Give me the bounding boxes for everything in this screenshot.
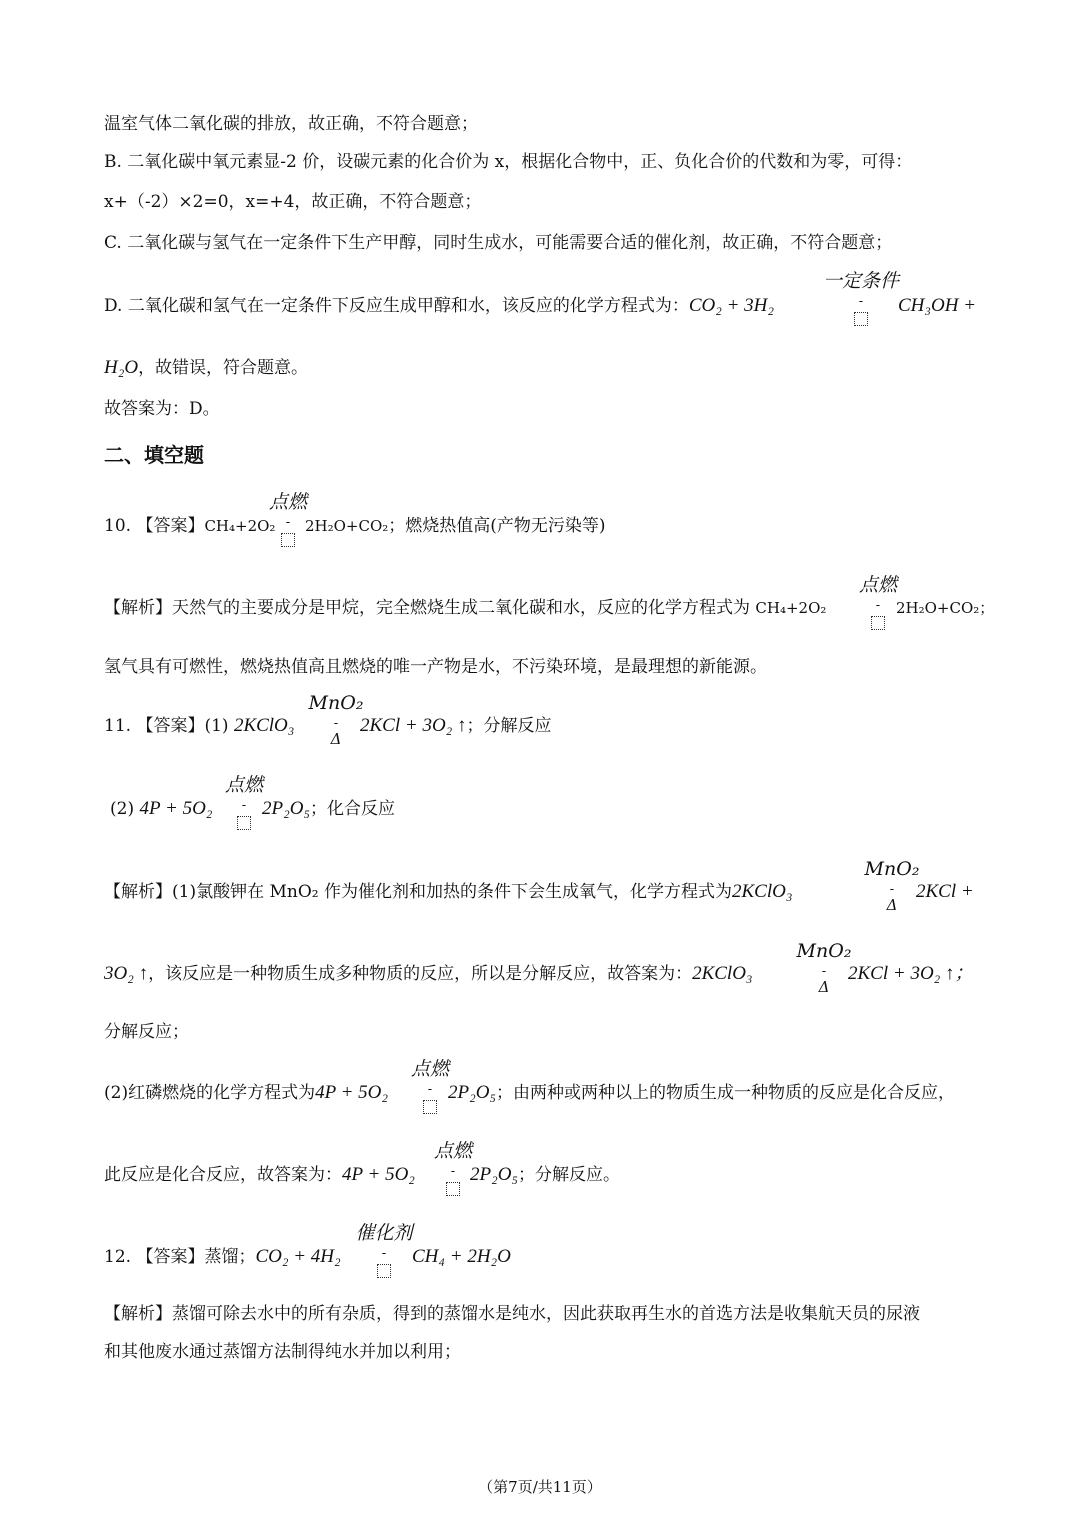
q12-condition <box>352 1222 416 1292</box>
q11f-rhs: 2P₂O₅ <box>448 1082 497 1103</box>
q11-label: 11. 【答案】(1) <box>104 716 234 736</box>
q11f-lhs: 4P + 5O₂ <box>315 1082 389 1103</box>
q11d-cond-top: MnO₂ <box>796 940 852 962</box>
q10a-rhs: 2H₂O+CO₂； <box>896 599 995 617</box>
q11b-cond-dash: - <box>241 798 247 813</box>
q11g-condition <box>431 1140 475 1210</box>
q10-cond-dash: - <box>285 515 291 530</box>
q10a-text: 【解析】天然气的主要成分是甲烷，完全燃烧生成二氧化碳和水，反应的化学方程式为 <box>104 598 750 618</box>
q11b-cond-top: 点燃 <box>224 774 263 796</box>
q11e-line: 分解反应； <box>104 1022 189 1042</box>
q10a-line <box>104 596 826 620</box>
q11c-text: 【解析】(1)氯酸钾在 MnO₂ 作为催化剂和加热的条件下会生成氧气，化学方程式为 <box>104 882 732 902</box>
q11f-condition <box>408 1058 452 1128</box>
q11g-cond-box <box>446 1182 460 1196</box>
q11b-label: (2) <box>110 799 140 819</box>
q11c-lhs: 2KClO₃ <box>732 881 793 902</box>
l5-lhs: CO₂ + 3H₂ <box>688 295 774 316</box>
q12-lhs: CO₂ + 4H₂ <box>255 1246 341 1267</box>
l6-math: H₂O <box>104 357 139 378</box>
q11d-condition <box>794 940 854 1010</box>
q11g-rhs-line <box>470 1163 620 1187</box>
q12-cond-box <box>377 1264 391 1278</box>
q11f-cond-top: 点燃 <box>410 1058 449 1080</box>
l5-cond-box <box>854 312 868 326</box>
q11-condition <box>306 692 366 762</box>
q11g-tail: ；分解反应。 <box>518 1165 621 1185</box>
q11b-rhs: 2P₂O₅ <box>262 798 311 819</box>
q12-label: 12. 【答案】蒸馏； <box>104 1247 256 1267</box>
q11-cond-bot: Δ <box>330 730 342 748</box>
q11g-cond-dash: - <box>450 1164 456 1179</box>
q11f-cond-dash: - <box>427 1082 433 1097</box>
q10-cond-box <box>281 533 295 547</box>
q11b-lhs: 4P + 5O₂ <box>139 798 213 819</box>
q12-cond-dash: - <box>381 1246 387 1261</box>
q11c-line <box>104 880 792 904</box>
q10-label: 10. 【答案】 <box>104 516 205 536</box>
q10-cond-top: 点燃 <box>268 491 307 513</box>
q10a-condition <box>856 574 900 644</box>
q12-cond-top: 催化剂 <box>355 1222 413 1244</box>
l5-cond-top: 一定条件 <box>822 270 899 292</box>
l5-text: D. 二氧化碳和氢气在一定条件下反应生成甲醇和水，该反应的化学方程式为： <box>104 296 689 316</box>
q11d-line <box>104 962 753 986</box>
q11c-cond-top: MnO₂ <box>864 858 920 880</box>
q11f-rhs-line <box>448 1081 955 1105</box>
l5-rhs: CH₃OH + <box>898 295 977 316</box>
q11g-cond-top: 点燃 <box>433 1140 472 1162</box>
q10-lhs: CH₄+2O₂ <box>204 517 276 535</box>
para-l6 <box>104 356 308 380</box>
section-heading: 二、填空题 <box>104 443 204 467</box>
q11g-rhs: 2P₂O₅ <box>470 1164 519 1185</box>
l5-condition <box>818 270 904 340</box>
l5-cond-dash: - <box>858 294 864 309</box>
q10-rhs-line <box>305 514 606 538</box>
q11f-line <box>104 1081 388 1105</box>
l6-text: ，故错误，符合题意。 <box>138 358 309 378</box>
q10a-cond-dash: - <box>875 598 881 613</box>
q11-tail: ；分解反应 <box>466 716 552 736</box>
q10-line <box>104 514 275 538</box>
q11b-line <box>110 797 212 821</box>
q11b-condition <box>222 774 266 844</box>
q10-tail: ；燃烧热值高(产物无污染等) <box>388 516 606 536</box>
q11d-lhs: 2KClO₃ <box>692 963 753 984</box>
q11-cond-dash: - <box>333 716 339 731</box>
para-l1: 温室气体二氧化碳的排放，故正确，不符合题意； <box>104 114 478 134</box>
q10b-line: 氢气具有可燃性，燃烧热值高且燃烧的唯一产物是水，不污染环境，是最理想的新能源。 <box>104 657 767 677</box>
page-number: （第7页/共11页） <box>478 1478 602 1496</box>
q12-line <box>104 1245 341 1269</box>
q11b-cond-box <box>237 816 251 830</box>
q11d-math: 3O₂ ↑ <box>104 963 149 984</box>
q12-rhs: CH₄ + 2H₂O <box>412 1246 511 1267</box>
q11d-rhs: 2KCl + 3O₂ ↑； <box>848 963 974 984</box>
q11g-lhs: 4P + 5O₂ <box>342 1164 415 1185</box>
q11b-tail: ；化合反应 <box>310 799 396 819</box>
q11g-line <box>104 1163 415 1187</box>
para-l5 <box>104 294 774 318</box>
q11f-tail: ；由两种或两种以上的物质生成一种物质的反应是化合反应， <box>496 1083 956 1103</box>
q11-line <box>104 714 294 738</box>
q11c-cond-dash: - <box>889 882 895 897</box>
q11g-text: 此反应是化合反应，故答案为： <box>104 1165 342 1185</box>
q11-lhs: 2KClO₃ <box>233 715 295 736</box>
q11-cond-top: MnO₂ <box>308 692 364 714</box>
para-l4: C. 二氧化碳与氢气在一定条件下生产甲醇，同时生成水，可能需要合适的催化剂，故正确，不符合题意； <box>104 233 893 253</box>
q11d-text: ，该反应是一种物质生成多种物质的反应，所以是分解反应，故答案为： <box>148 964 693 984</box>
para-l2: B. 二氧化碳中氧元素显-2 价，设碳元素的化合价为 x，根据化合物中，正、负化合价的代数和为零，可得： <box>104 152 913 172</box>
q11d-cond-dash: - <box>821 964 827 979</box>
q11c-rhs: 2KCl + <box>916 881 974 902</box>
q10a-cond-box <box>871 616 885 630</box>
q11f-text: (2)红磷燃烧的化学方程式为 <box>104 1083 316 1103</box>
q10a-lhs: CH₄+2O₂ <box>755 599 827 617</box>
q12b-line: 和其他废水通过蒸馏方法制得纯水并加以利用； <box>104 1342 461 1362</box>
q10-rhs: 2H₂O+CO₂ <box>305 517 389 535</box>
q11c-cond-bot: Δ <box>886 896 898 914</box>
para-l7: 故答案为：D。 <box>104 399 220 419</box>
q11-rhs-line <box>360 714 552 738</box>
q12a-line: 【解析】蒸馏可除去水中的所有杂质，得到的蒸馏水是纯水，因此获取再生水的首选方法是收集航天员的尿液 <box>104 1304 920 1324</box>
q11b-rhs-line <box>262 797 395 821</box>
para-l3: x+（-2）×2=0，x=+4，故正确，不符合题意； <box>104 192 482 212</box>
q10a-cond-top: 点燃 <box>858 574 897 596</box>
q11f-cond-box <box>423 1100 437 1114</box>
q11c-condition <box>862 858 922 928</box>
q11d-cond-bot: Δ <box>818 978 830 996</box>
q10-condition <box>266 491 310 561</box>
q11-rhs: 2KCl + 3O₂ ↑ <box>360 715 467 736</box>
